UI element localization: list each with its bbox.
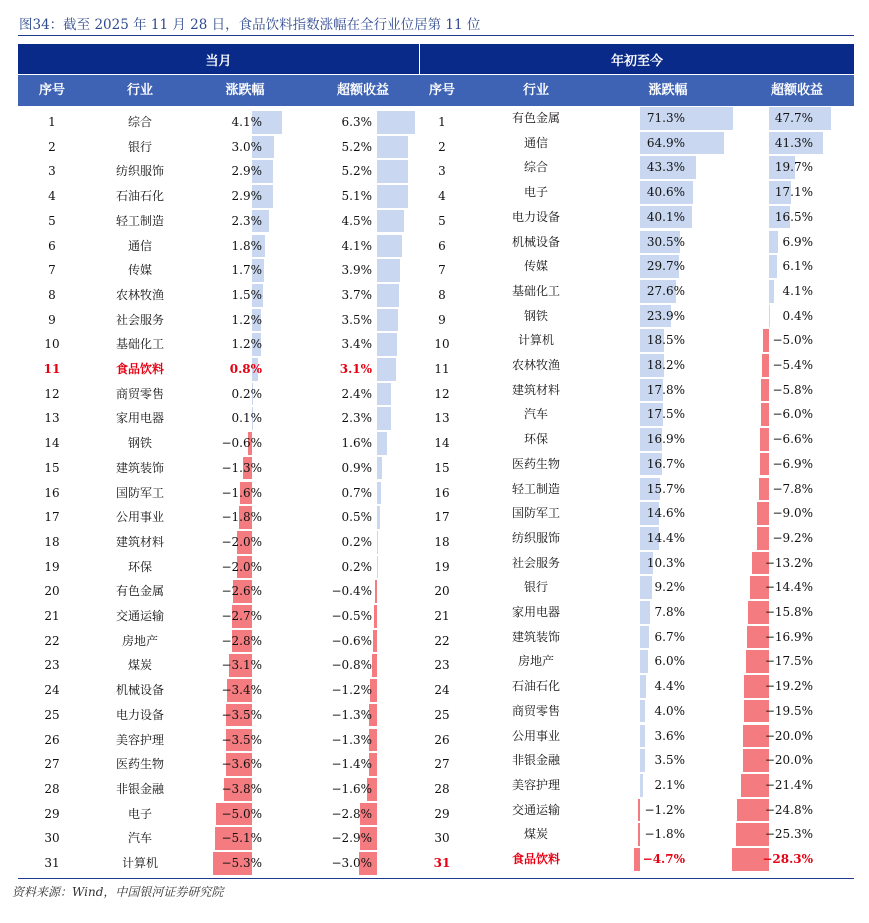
table-row [0,851,869,876]
month-excess-value: 0.5% [341,510,372,525]
ytd-change-value: 16.7% [646,456,685,471]
month-excess-value: −1.6% [331,781,372,796]
ytd-row [0,699,869,724]
title-divider [18,35,854,36]
month-industry: 建筑材料 [115,534,164,549]
ytd-rank: 15 [434,460,450,475]
ytd-change-value: 43.3% [646,160,685,175]
month-excess-value: 0.7% [341,485,372,500]
month-change-value: 1.8% [231,238,262,253]
ytd-change-value: 27.6% [646,283,685,298]
ytd-change-value: 7.8% [654,605,685,619]
ytd-change-value: 10.3% [646,555,685,570]
ytd-industry: 建筑装饰 [511,629,560,644]
month-change-value: 1.2% [231,312,262,327]
month-change-value: 2.9% [231,189,262,204]
month-rank: 28 [44,781,60,796]
ytd-rank: 3 [438,164,446,179]
ytd-industry: 石油石化 [511,679,560,694]
month-excess-value: 5.1% [341,189,372,204]
ytd-excess-value: −19.5% [764,703,813,718]
month-rank: 25 [44,707,60,722]
ytd-rank: 8 [438,287,446,302]
ytd-industry: 汽车 [523,407,548,422]
ytd-excess-value: −28.3% [762,852,813,866]
month-excess-value: −0.4% [331,584,372,599]
month-change-value: −2.0% [221,559,262,574]
month-industry: 机械设备 [115,683,164,698]
ytd-rank: 5 [438,213,446,228]
ytd-change-value: −1.2% [644,802,685,817]
column-header-change-month: 涨跌幅 [225,83,265,98]
ytd-rank: 18 [434,534,450,549]
column-header-industry-ytd: 行业 [522,83,549,98]
ytd-excess-value: 19.7% [774,160,813,175]
ytd-industry: 商贸零售 [511,703,560,718]
ytd-industry: 非银金融 [511,753,560,768]
month-excess-value: −3.0% [331,856,372,870]
ytd-excess-value: 16.5% [774,209,813,224]
ytd-industry: 银行 [523,580,548,595]
month-excess-value: 3.9% [341,263,372,278]
ytd-row [0,526,869,551]
month-excess-value: −1.3% [331,732,372,747]
ytd-industry: 通信 [523,135,548,150]
ytd-excess-value: 6.1% [782,259,813,274]
ytd-row [0,501,869,526]
ytd-excess-value: −25.3% [764,827,813,842]
ytd-row [0,328,869,353]
ytd-change-value: −1.8% [644,827,685,842]
month-excess-value: 6.3% [341,115,372,129]
ytd-industry: 环保 [523,432,548,447]
month-change-value: −2.0% [221,534,262,549]
month-industry: 有色金属 [115,584,164,599]
month-change-value: −0.6% [221,436,262,451]
ytd-rank: 27 [434,757,450,772]
ytd-rank: 19 [434,559,450,574]
ytd-change-value: 4.0% [654,703,685,718]
month-rank: 18 [44,534,60,549]
ytd-industry: 轻工制造 [511,481,560,496]
ytd-industry: 煤炭 [523,827,548,842]
ytd-row [0,551,869,576]
group-header-ytd-label: 年初至今 [610,53,663,69]
month-excess-value: 5.2% [341,164,372,179]
ytd-excess-value: −20.0% [764,728,813,743]
column-header-rank-ytd: 序号 [428,83,455,98]
month-rank: 19 [44,559,60,574]
month-excess-value: 3.7% [341,287,372,302]
month-change-value: 2.9% [231,164,262,179]
month-industry: 综合 [127,115,152,129]
month-excess-value: 0.9% [341,460,372,475]
month-change-value: 0.8% [229,362,262,376]
ytd-excess-value: −9.2% [772,530,813,545]
month-industry: 传媒 [127,263,152,278]
ytd-row [0,477,869,502]
month-rank: 22 [44,633,60,648]
ytd-excess-value: −15.8% [764,605,813,619]
ytd-rank: 2 [438,139,446,154]
month-rank: 31 [44,856,60,870]
ytd-row [0,180,869,205]
month-industry: 建筑装饰 [115,460,164,475]
month-change-value: −3.5% [221,732,262,747]
ytd-rank: 14 [434,436,450,451]
month-change-value: 2.3% [231,213,262,228]
ytd-excess-value: −6.9% [772,456,813,471]
month-rank: 16 [44,485,60,500]
month-rank: 20 [44,584,60,599]
ytd-excess-value: −5.4% [772,358,813,372]
ytd-change-value: 64.9% [646,135,685,150]
month-change-value: 4.1% [231,115,262,129]
month-rank: 30 [44,831,60,846]
ytd-change-value: 71.3% [646,111,685,125]
ytd-rank: 24 [434,683,450,698]
ytd-excess-value: 17.1% [774,185,813,200]
month-excess-value: 2.4% [341,386,372,401]
month-excess-value: 0.2% [341,534,372,549]
month-change-value: 1.5% [231,287,262,302]
ytd-row [0,674,869,699]
month-change-value: −3.4% [221,683,262,698]
ytd-industry: 医药生物 [511,456,560,471]
month-industry: 公用事业 [115,510,164,525]
ytd-industry: 机械设备 [511,234,560,249]
month-change-value: −3.6% [221,757,262,772]
month-rank: 4 [48,189,56,204]
month-rank: 13 [44,411,60,426]
month-rank: 26 [44,732,60,747]
month-change-value: −1.3% [221,460,262,475]
ytd-industry: 电力设备 [511,209,560,224]
ytd-change-value: 15.7% [646,481,685,496]
ytd-row [0,600,869,625]
month-excess-value: −0.6% [331,633,372,648]
month-excess-value: 0.2% [341,559,372,574]
month-rank: 8 [48,287,56,302]
month-industry: 汽车 [127,831,152,846]
column-header-excess-month: 超额收益 [336,83,389,98]
month-industry: 纺织服饰 [115,164,164,179]
month-industry: 轻工制造 [115,213,164,228]
month-change-value: 3.0% [231,139,262,154]
ytd-excess-value: −20.0% [764,753,813,768]
ytd-excess-value: −7.8% [772,481,813,496]
month-industry: 通信 [127,238,152,253]
ytd-rank: 29 [434,806,450,821]
ytd-change-value: 6.0% [654,654,685,669]
ytd-rank: 31 [433,856,451,870]
ytd-excess-value: 47.7% [774,111,813,125]
table-body [0,110,869,876]
ytd-rank: 12 [434,386,450,401]
month-excess-value: −0.5% [331,609,372,623]
ytd-change-value: 40.1% [646,209,685,224]
ytd-change-value: 18.2% [646,358,685,372]
ytd-row [0,304,869,329]
ytd-excess-value: −13.2% [764,555,813,570]
ytd-row [0,378,869,403]
ytd-excess-value: −21.4% [764,777,813,792]
ytd-change-value: 2.1% [654,777,685,792]
ytd-row [0,427,869,452]
ytd-row [0,254,869,279]
ytd-excess-value: −19.2% [764,679,813,694]
month-industry: 电子 [127,806,152,821]
month-rank: 14 [44,436,60,451]
month-industry: 银行 [127,139,152,154]
ytd-rank: 20 [434,584,450,599]
ytd-excess-value: 4.1% [782,283,813,298]
ytd-industry: 家用电器 [511,605,560,619]
ytd-industry: 电子 [523,185,548,200]
group-header-month [18,44,419,74]
month-rank: 1 [48,115,56,129]
ytd-row [0,847,869,872]
month-excess-value: 3.1% [339,362,372,376]
month-industry: 商贸零售 [115,386,164,401]
month-industry: 非银金融 [115,781,164,796]
ytd-excess-value: −5.8% [772,382,813,397]
ytd-rank: 16 [434,485,450,500]
month-excess-value: −2.9% [331,831,372,846]
ytd-industry: 国防军工 [511,506,560,521]
month-rank: 12 [44,386,60,401]
ytd-change-value: −4.7% [642,852,685,866]
month-change-value: −2.7% [221,609,262,623]
month-excess-value: 4.1% [341,238,372,253]
group-header-month-label: 当月 [205,53,232,69]
month-rank: 17 [44,510,60,525]
month-excess-value: −0.8% [331,658,372,673]
ytd-change-value: 23.9% [646,308,685,323]
ytd-change-value: 9.2% [654,580,685,595]
ytd-change-value: 30.5% [646,234,685,249]
ytd-rank: 21 [434,609,450,623]
month-change-value: 1.2% [231,337,262,352]
ytd-industry: 公用事业 [511,728,560,743]
month-industry: 家用电器 [115,411,164,426]
ytd-excess-value: 0.4% [782,308,813,323]
ytd-excess-value: −5.0% [772,333,813,348]
bottom-divider [18,878,854,879]
ytd-row [0,205,869,230]
month-industry: 社会服务 [115,312,164,327]
ytd-excess-value: −24.8% [764,802,813,817]
month-rank: 21 [44,609,60,623]
month-change-value: 0.2% [231,386,262,401]
ytd-excess-value: −16.9% [764,629,813,644]
ytd-rank: 30 [434,831,450,846]
ytd-change-value: 14.4% [646,530,685,545]
month-industry: 交通运输 [115,609,164,623]
month-industry: 石油石化 [115,189,164,204]
column-header-row [18,75,854,106]
month-change-value: −2.8% [221,633,262,648]
ytd-row [0,822,869,847]
ytd-change-value: 40.6% [646,185,685,200]
source-note: 资料来源：Wind，中国银河证券研究院 [12,885,224,899]
month-industry: 煤炭 [127,658,152,673]
column-header-change-ytd: 涨跌幅 [648,83,688,98]
month-change-value: 1.7% [231,263,262,278]
month-rank: 11 [43,362,61,376]
ytd-row [0,748,869,773]
ytd-rank: 4 [438,189,446,204]
ytd-row [0,724,869,749]
month-excess-value: 5.2% [341,139,372,154]
ytd-rank: 26 [434,732,450,747]
month-excess-value: 2.3% [341,411,372,426]
ytd-rank: 22 [434,633,450,648]
month-excess-value: 3.4% [341,337,372,352]
ytd-excess-value: −9.0% [772,506,813,521]
ytd-excess-value: 6.9% [782,234,813,249]
month-change-value: −3.1% [221,658,262,673]
ytd-change-value: 18.5% [646,333,685,348]
ytd-change-value: 6.7% [654,629,685,644]
ytd-industry: 房地产 [517,654,554,669]
ytd-change-value: 3.6% [654,728,685,743]
ytd-row [0,279,869,304]
ytd-industry: 基础化工 [511,283,560,298]
month-rank: 23 [44,658,60,673]
month-industry: 环保 [127,559,152,574]
ytd-row [0,773,869,798]
ytd-row [0,649,869,674]
ytd-row [0,155,869,180]
ytd-industry: 食品饮料 [511,852,560,866]
month-rank: 5 [48,213,56,228]
ytd-industry: 计算机 [517,333,554,348]
ytd-row [0,625,869,650]
month-change-value: 0.1% [231,411,262,426]
month-industry: 钢铁 [127,436,152,451]
month-rank: 3 [48,164,56,179]
month-industry: 食品饮料 [115,362,164,376]
ytd-excess-value: −14.4% [764,580,813,595]
figure-title: 图34：截至 2025 年 11 月 28 日，食品饮料指数涨幅在全行业位居第 11 位 [19,17,481,33]
month-rank: 27 [44,757,60,772]
month-industry: 计算机 [121,856,158,870]
month-change-value: −1.8% [221,510,262,525]
ytd-rank: 1 [438,115,446,129]
ytd-rank: 11 [434,362,450,376]
ytd-rank: 25 [434,707,450,722]
month-industry: 医药生物 [115,757,164,772]
ytd-row [0,798,869,823]
month-rank: 6 [48,238,56,253]
month-change-value: −5.1% [221,831,262,846]
ytd-change-value: 29.7% [646,259,685,274]
ytd-excess-value: 41.3% [774,135,813,150]
month-industry: 基础化工 [115,337,164,352]
column-header-rank-month: 序号 [38,83,65,98]
ytd-industry: 纺织服饰 [511,530,560,545]
month-excess-value: 4.5% [341,213,372,228]
ytd-industry: 农林牧渔 [511,358,560,372]
ytd-change-value: 17.8% [646,382,685,397]
ytd-row [0,106,869,131]
month-change-value: −2.6% [221,584,262,599]
month-rank: 15 [44,460,60,475]
month-industry: 农林牧渔 [115,287,164,302]
ytd-industry: 交通运输 [511,802,560,817]
month-industry: 电力设备 [115,707,164,722]
ytd-rank: 13 [434,411,450,426]
ytd-rank: 17 [434,510,450,525]
month-change-value: −3.8% [221,781,262,796]
ytd-excess-value: −6.0% [772,407,813,422]
month-excess-value: −1.3% [331,707,372,722]
month-change-value: −5.0% [221,806,262,821]
ytd-row [0,452,869,477]
ytd-rank: 28 [434,781,450,796]
month-change-value: −1.6% [221,485,262,500]
ytd-excess-value: −6.6% [772,432,813,447]
ytd-rank: 23 [434,658,450,673]
month-industry: 房地产 [121,633,158,648]
month-excess-value: 3.5% [341,312,372,327]
month-rank: 29 [44,806,60,821]
month-change-value: −5.3% [221,856,262,870]
ytd-change-value: 4.4% [654,679,685,694]
month-rank: 10 [44,337,60,352]
ytd-industry: 美容护理 [511,777,560,792]
ytd-row [0,353,869,378]
month-rank: 7 [48,263,56,278]
ytd-industry: 社会服务 [511,555,560,570]
ytd-industry: 传媒 [523,259,548,274]
ytd-rank: 10 [434,337,450,352]
month-rank: 9 [48,312,56,327]
ytd-change-value: 3.5% [654,753,685,768]
ytd-industry: 建筑材料 [511,382,560,397]
ytd-rank: 9 [438,312,446,327]
month-rank: 24 [44,683,60,698]
month-excess-value: 1.6% [341,436,372,451]
ytd-row [0,402,869,427]
month-excess-value: −2.8% [331,806,372,821]
ytd-change-value: 14.6% [646,506,685,521]
ytd-rank: 6 [438,238,446,253]
ytd-row [0,131,869,156]
column-header-industry-month: 行业 [126,83,153,98]
month-excess-value: −1.4% [331,757,372,772]
group-header-ytd [420,44,854,74]
ytd-row [0,230,869,255]
month-excess-value: −1.2% [331,683,372,698]
month-rank: 2 [48,139,56,154]
ytd-excess-value: −17.5% [764,654,813,669]
month-industry: 美容护理 [115,732,164,747]
ytd-change-value: 16.9% [646,432,685,447]
month-industry: 国防军工 [115,485,164,500]
ytd-change-value: 17.5% [646,407,685,422]
month-change-value: −3.5% [221,707,262,722]
column-header-excess-ytd: 超额收益 [770,83,823,98]
ytd-row [0,575,869,600]
ytd-industry: 综合 [523,160,548,175]
ytd-rank: 7 [438,263,446,278]
ytd-industry: 钢铁 [523,308,548,323]
ytd-industry: 有色金属 [511,111,560,125]
